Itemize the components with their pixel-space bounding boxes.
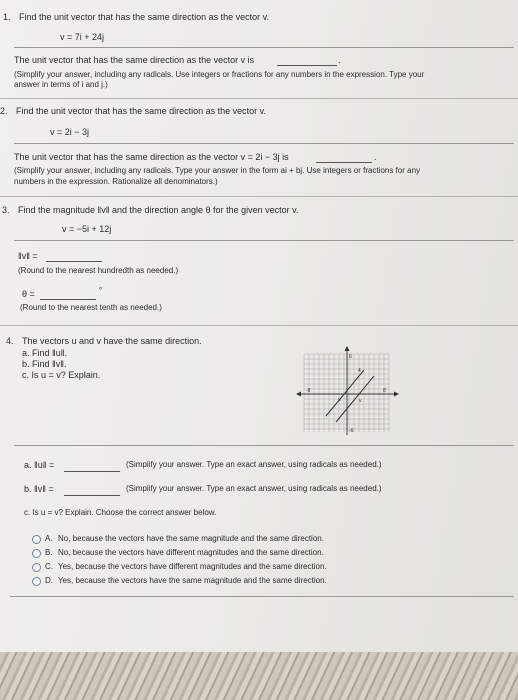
option-b-letter: B. — [45, 548, 53, 557]
divider — [14, 445, 514, 446]
q4-answer-c-prompt: c. Is u = v? Explain. Choose the correct answer below. — [24, 508, 217, 517]
q2-answer-suffix: . — [374, 152, 377, 162]
q2-instruction-2: numbers in the expression. Rationalize all denominators.) — [14, 177, 218, 186]
option-a-text[interactable]: No, because the vectors have the same magnitude and the same direction. — [58, 534, 324, 543]
q2-answer-prefix: The unit vector that has the same direction as the vector v = 2i − 3j is — [14, 152, 289, 162]
option-b-text[interactable]: No, because the vectors have different magnitudes and the same direction. — [58, 548, 324, 557]
q3-angle-label: θ = — [22, 289, 35, 299]
x-axis-arrow-right — [394, 392, 399, 397]
q4-answer-a-label: a. ‖u‖ = — [24, 460, 55, 470]
q3-magnitude-label: ‖v‖ = — [18, 251, 38, 261]
q4-answer-a-blank[interactable] — [64, 471, 120, 472]
q4-answer-b-blank[interactable] — [64, 495, 120, 496]
q3-number: 3. — [2, 205, 10, 215]
option-d-letter: D. — [45, 576, 53, 585]
q1-answer-suffix: . — [338, 55, 341, 65]
divider — [0, 98, 518, 99]
option-b-radio[interactable] — [32, 549, 41, 558]
graph-label-x-left: -8 — [306, 388, 311, 394]
graph-label-u: u — [338, 397, 341, 403]
divider — [14, 240, 514, 241]
option-c-radio[interactable] — [32, 563, 41, 572]
background-surface — [0, 652, 518, 700]
option-a-letter: A. — [45, 534, 53, 543]
q3-given-vector: v = −5i + 12j — [62, 224, 112, 234]
degree-symbol: ° — [99, 286, 103, 295]
divider — [14, 47, 514, 48]
y-axis-arrow-up — [345, 346, 350, 351]
q2-instruction-1: (Simplify your answer, including any radicals. Type your answer in the form ai + bj. Use integers or fractions for any — [14, 166, 421, 175]
divider — [0, 196, 518, 197]
q4-part-a: a. Find ‖u‖. — [22, 348, 67, 358]
q3-magnitude-note: (Round to the nearest hundredth as needed.) — [18, 266, 179, 275]
q2-answer-blank[interactable] — [316, 162, 372, 163]
q1-answer-blank[interactable] — [277, 65, 337, 66]
option-c-letter: C. — [45, 562, 53, 571]
q4-answer-b-note: (Simplify your answer. Type an exact answer, using radicals as needed.) — [126, 484, 382, 493]
q1-given-vector: v = 7i + 24j — [60, 32, 105, 42]
q1-prompt: Find the unit vector that has the same direction as the vector v. — [19, 12, 269, 22]
graph-label-v: v — [359, 398, 362, 404]
q2-prompt: Find the unit vector that has the same direction as the vector v. — [16, 106, 266, 116]
graph-label-x-right: 8 — [383, 388, 386, 394]
q2-number: 2. — [0, 106, 8, 116]
q4-answer-a-note: (Simplify your answer. Type an exact answer, using radicals as needed.) — [126, 460, 382, 469]
q4-answer-b-label: b. ‖v‖ = — [24, 484, 54, 494]
q3-magnitude-blank[interactable] — [46, 261, 102, 262]
divider — [10, 596, 514, 597]
q1-answer-prefix: The unit vector that has the same direction as the vector v is — [14, 55, 255, 65]
x-axis-arrow-left — [296, 392, 301, 397]
q2-given-vector: v = 2i − 3j — [50, 127, 90, 137]
graph-grid — [304, 354, 389, 432]
q4-part-b: b. Find ‖v‖. — [22, 359, 67, 369]
q3-angle-blank[interactable] — [40, 299, 96, 300]
graph-label-y-top: 6 — [349, 354, 352, 360]
divider — [0, 325, 518, 326]
divider — [14, 143, 514, 144]
option-d-text[interactable]: Yes, because the vectors have the same magnitude and the same direction. — [58, 576, 327, 585]
q3-angle-note: (Round to the nearest tenth as needed.) — [20, 303, 162, 312]
q1-instruction-2: answer in terms of i and j.) — [14, 80, 108, 89]
graph-label-y-bottom: -6 — [349, 428, 354, 434]
vector-graph — [296, 346, 400, 436]
option-c-text[interactable]: Yes, because the vectors have different magnitudes and the same direction. — [58, 562, 327, 571]
option-d-radio[interactable] — [32, 577, 41, 586]
graph-label-y-mid: 4 — [358, 368, 361, 374]
q4-part-c: c. Is u = v? Explain. — [22, 370, 101, 380]
q1-number: 1. — [3, 12, 11, 22]
q3-prompt: Find the magnitude ‖v‖ and the direction angle θ for the given vector v. — [18, 205, 299, 215]
q4-number: 4. — [6, 336, 14, 346]
q4-prompt: The vectors u and v have the same direction. — [22, 336, 202, 346]
q1-instruction-1: (Simplify your answer, including any radicals. Use integers or fractions for any numbers in the expression. Type your — [14, 70, 425, 79]
option-a-radio[interactable] — [32, 535, 41, 544]
